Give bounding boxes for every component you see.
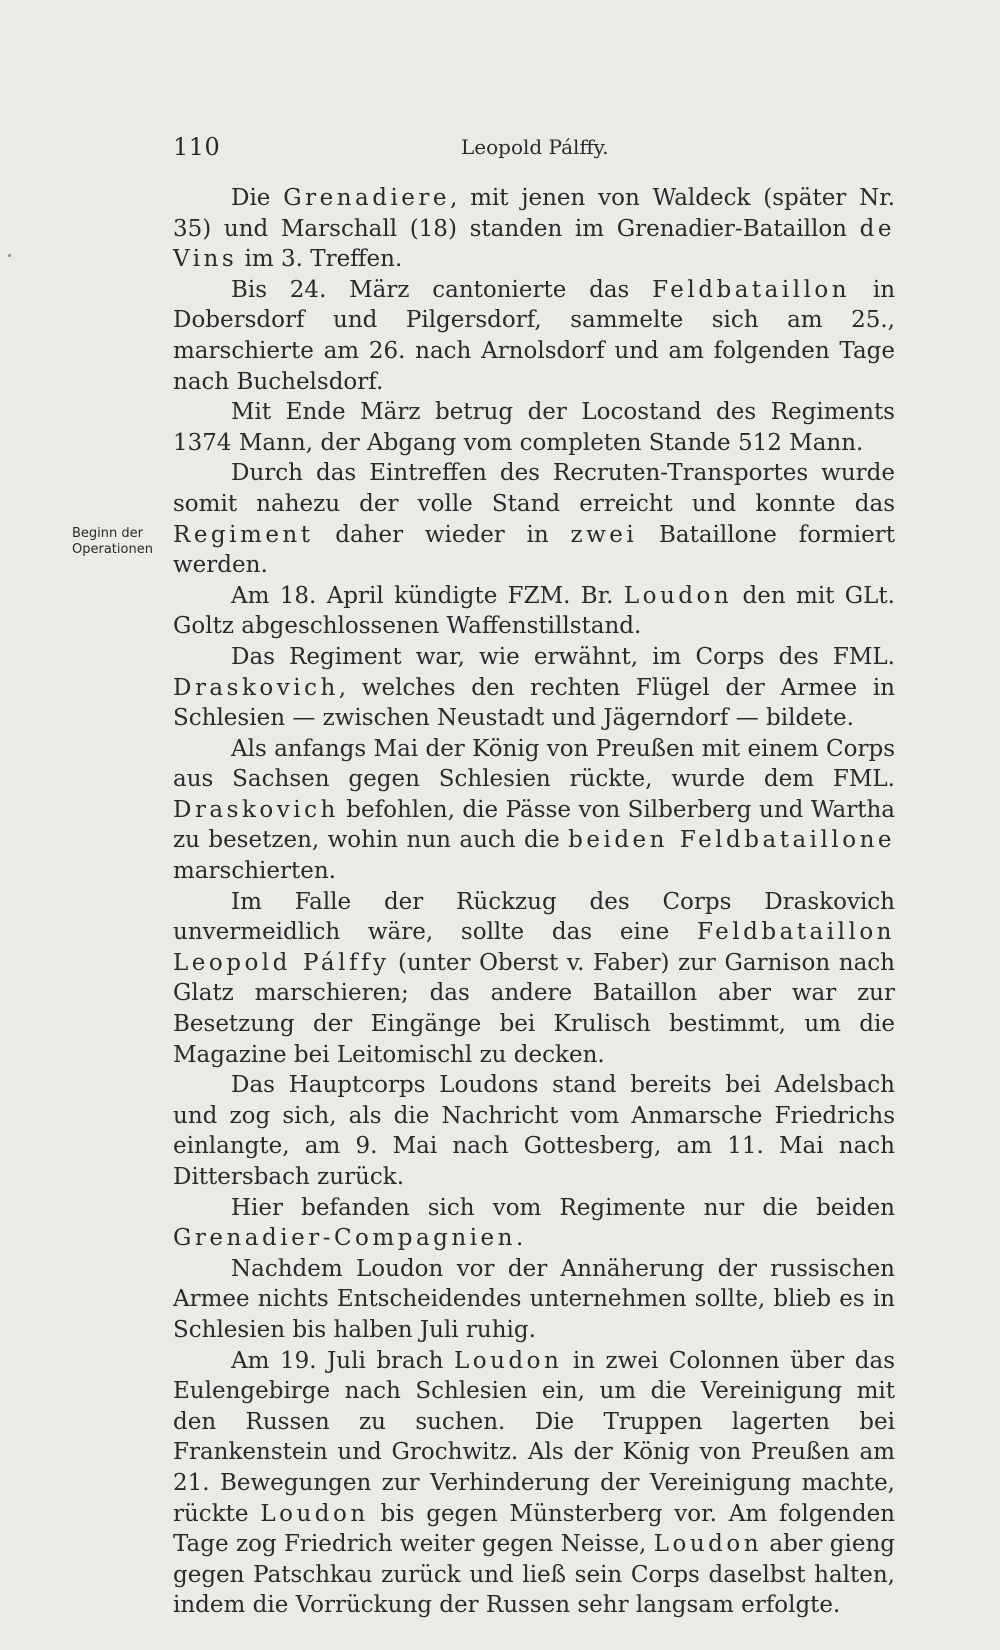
spaced-text-run: Loudon: [623, 582, 733, 609]
spaced-text-run: Loudon: [454, 1347, 563, 1374]
paragraph: [173, 1193, 895, 1254]
text-run: Am 18. April kündigte FZM. Br.: [231, 582, 624, 609]
paragraph: [173, 275, 895, 397]
text-run: bis gegen Münsterberg vor. Am folgenden Tage zog Friedrich weiter gegen Neisse,: [173, 1500, 895, 1558]
text-run: Mit Ende März betrug der Locostand des Regiments 1374 Mann, der Abgang vom completen Stande 512 Mann.: [173, 399, 895, 456]
text-run: daher wieder in: [313, 521, 571, 548]
paragraph: [173, 734, 895, 887]
spaced-text-run: Regiment: [173, 521, 314, 548]
spaced-text-run: beiden Feldbataillone: [568, 827, 895, 854]
paragraph: [173, 1070, 895, 1192]
text-run: , welches den rechten Flügel der Armee in Schlesien — zwischen Neustadt und Jägerndorf — bildete.: [173, 674, 895, 732]
paragraph: [173, 887, 895, 1071]
text-run: Hier befanden sich vom Regimente nur die beiden: [231, 1194, 895, 1221]
spaced-text-run: Feldbataillon: [652, 276, 851, 303]
text-run: , mit jenen von Waldeck (später Nr. 35) und Marschall (18) standen im Grenadier-Bataillon: [173, 185, 896, 242]
spaced-text-run: Grenadier-Compagnien: [173, 1225, 516, 1252]
text-run: Bataillone formiert werden.: [173, 521, 895, 579]
text-run: (unter Oberst v. Faber) zur Garnison nach Glatz marschieren; das andere Bataillon aber war zur Besetzung der Eingänge bei Krulisch bestimmt, um die Magazine bei Leitomischl zu decken.: [173, 949, 895, 1068]
spaced-text-run: Feldbataillon Leopold Pálffy: [173, 919, 895, 976]
text-run: befohlen, die Pässe von Silberberg und Wartha zu besetzen, wohin nun auch die: [173, 796, 895, 854]
paragraph: [173, 581, 895, 642]
spaced-text-run: Grenadiere: [283, 185, 451, 211]
text-run: Als anfangs Mai der König von Preußen mit einem Corps aus Sachsen gegen Schlesien rückte, wurde dem FML.: [173, 735, 895, 793]
spaced-text-run: Loudon: [653, 1531, 763, 1558]
paragraph: [173, 1346, 895, 1621]
spaced-text-run: Draskovich: [173, 796, 339, 823]
text-run: Im Falle der Rückzug des Corps Draskovich unvermeidlich wäre, sollte das eine: [173, 888, 895, 946]
text-run: Bis 24. März cantonierte das: [231, 276, 653, 303]
text-run: .: [515, 1225, 524, 1252]
text-run: in Dobersdorf und Pilgersdorf, sammelte sich am 25., marschierte am 26. nach Arnolsdorf und am folgenden Tage nach Buchelsdorf.: [173, 276, 896, 395]
text-run: im 3. Treffen.: [237, 246, 403, 273]
page-header: [173, 133, 893, 167]
spaced-text-run: de Vins: [173, 215, 895, 273]
text-run: Am 19. Juli brach: [231, 1347, 454, 1374]
text-run: Durch das Eintreffen des Recruten-Transportes wurde somit nahezu der volle Stand erreicht und konnte das: [173, 460, 895, 517]
paragraph: [173, 458, 895, 580]
text-run: in zwei Colonnen über das Eulengebirge nach Schlesien ein, um die Vereinigung mit den Russen zu suchen. Die Truppen lagerten bei Frankenstein und Grochwitz. Als der König von Preußen am 21. Bewegungen zur Verhinderung der Vereinigung machte, rückte: [173, 1347, 895, 1527]
text-run: Die: [231, 185, 284, 211]
text-run: aber gieng gegen Patschkau zurück und ließ sein Corps daselbst halten, indem die Vorrückung der Russen sehr langsam erfolgte.: [173, 1531, 896, 1619]
spaced-text-run: Loudon: [260, 1500, 369, 1527]
paragraph: [173, 642, 895, 734]
text-run: den mit GLt. Goltz abgeschlossenen Waffenstillstand.: [173, 582, 895, 640]
margin-note-line: Beginn der: [72, 526, 143, 541]
text-run: Das Regiment war, wie erwähnt, im Corps des FML.: [231, 643, 895, 670]
text-run: Das Hauptcorps Loudons stand bereits bei Adelsbach und zog sich, als die Nachricht vom Anmarsche Friedrichs einlangte, am 9. Mai nach Gottesberg, am 11. Mai nach Dittersbach zurück.: [173, 1072, 895, 1190]
text-run: marschierten.: [173, 858, 336, 885]
body-text: [173, 183, 895, 1621]
paragraph: [173, 397, 895, 458]
running-title: Leopold Pálffy.: [461, 135, 609, 159]
spaced-text-run: zwei: [570, 521, 638, 548]
paragraph: [173, 183, 895, 275]
margin-note-line: Operationen: [72, 542, 153, 557]
paragraph: [173, 1254, 895, 1346]
text-run: Nachdem Loudon vor der Annäherung der russischen Armee nichts Entscheidendes unternehmen sollte, blieb es in Schlesien bis halben Juli ruhig.: [173, 1255, 895, 1343]
spaced-text-run: Draskovich: [173, 674, 339, 701]
paper-speck: [8, 254, 11, 257]
page-number: 110: [173, 133, 221, 161]
margin-note: [72, 526, 172, 558]
